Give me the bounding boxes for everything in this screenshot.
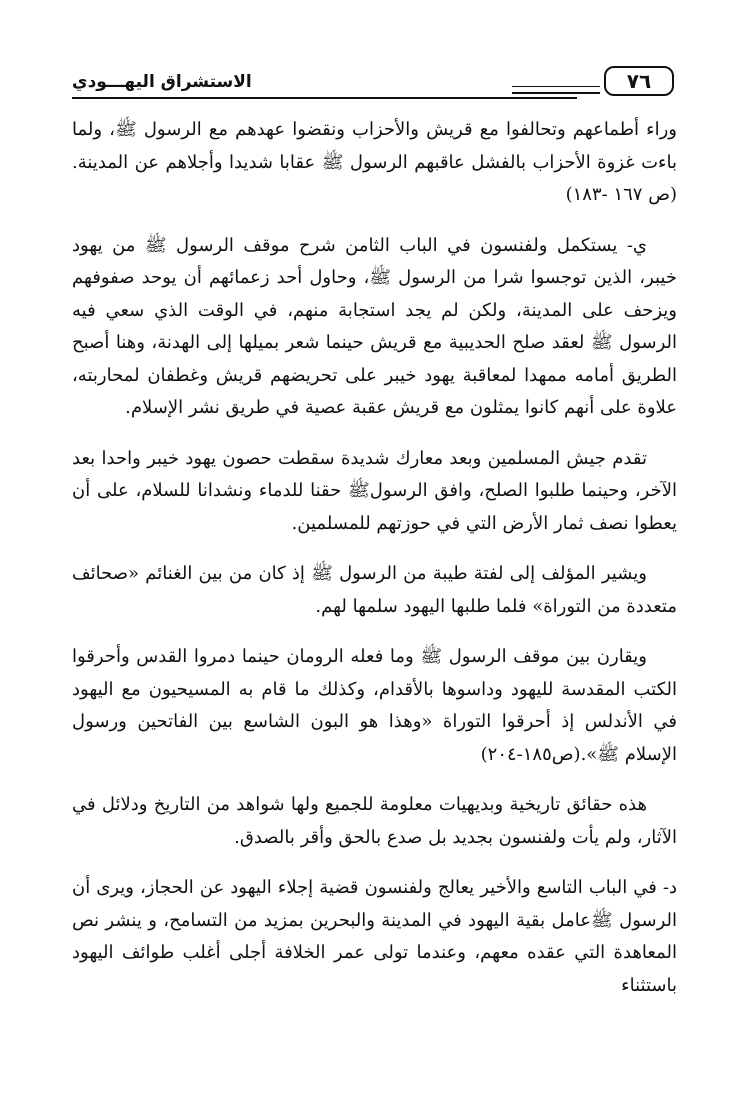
page-body — [72, 114, 677, 1002]
paragraph: د- في الباب التاسع والأخير يعالج ولفنسون قضية إجلاء اليهود عن الحجاز، ويرى أن الرسول ﷺعامل بقية اليهود في المدينة والبحرين بمزيد من التسامح، و ينشر نص المعاهدة التي عقده معهم، وعندما تولى عمر الخلافة أجلى أغلب طوائف اليهود باستثناء — [72, 877, 677, 996]
paragraph: ويشير المؤلف إلى لفتة طيبة من الرسول ﷺ إذ كان من بين الغنائم «صحائف متعددة من التوراة» فلما طلبها اليهود سلمها لهم. — [72, 563, 677, 617]
header-rule-thick — [512, 92, 600, 94]
paragraph: ي- يستكمل ولفنسون في الباب الثامن شرح موقف الرسول ﷺ من يهود خيبر، الذين توجسوا شرا من الرسول ﷺ، وحاول أحد زعمائهم أن يوحد صفوفهم ويزحف على المدينة، ولكن لم يجد استجابة منهم، في الوقت الذي سعي فيه الرسول ﷺ لعقد صلح الحديبية مع قريش حينما شعر بميلها إلى الهدنة، وهنا أصبح الطريق أمامه ممهدا لمعاقبة يهود خيبر على تحريضهم قريش وغطفان لمحاربته، علاوة على أنهم كانوا يمثلون مع قريش عقبة عصية في طريق نشر الإسلام. — [72, 234, 677, 418]
header-rule — [72, 97, 577, 99]
paragraph: تقدم جيش المسلمين وبعد معارك شديدة سقطت حصون يهود خيبر واحدا بعد الآخر، وحينما طلبوا الصلح، وافق الرسولﷺ حقنا للدماء ونشدانا للسلام، على أن يعطوا نصف ثمار الأرض التي في حوزتهم للمسلمين. — [72, 447, 677, 534]
page-number: ٧٦ — [604, 66, 674, 96]
page-header — [72, 64, 677, 104]
paragraph: ويقارن بين موقف الرسول ﷺ وما فعله الرومان حينما دمروا القدس وأحرقوا الكتب المقدسة لليهود وداسوها بالأقدام، وكذلك ما قام به المسيحيون مع اليهود في الأندلس إذ أحرقوا التوراة «وهذا هو البون الشاسع بين الفاتحين ورسول الإسلام ﷺ».(ص١٨٥-٢٠٤) — [72, 646, 677, 765]
running-title: الاستشراق اليهـــودي — [72, 72, 252, 92]
header-rule-thin — [512, 86, 600, 87]
paragraph: هذه حقائق تاريخية وبديهيات معلومة للجميع ولها شواهد من التاريخ ودلائل في الآثار، ولم يأت ولفنسون بجديد بل صدع بالحق وأقر بالصدق. — [72, 794, 677, 848]
paragraph: وراء أطماعهم وتحالفوا مع قريش والأحزاب ونقضوا عهدهم مع الرسول ﷺ، ولما باءت غزوة الأحزاب بالفشل عاقبهم الرسول ﷺ عقابا شديدا وأجلاهم عن المدينة. (ص ١٦٧ -١٨٣) — [72, 119, 677, 205]
